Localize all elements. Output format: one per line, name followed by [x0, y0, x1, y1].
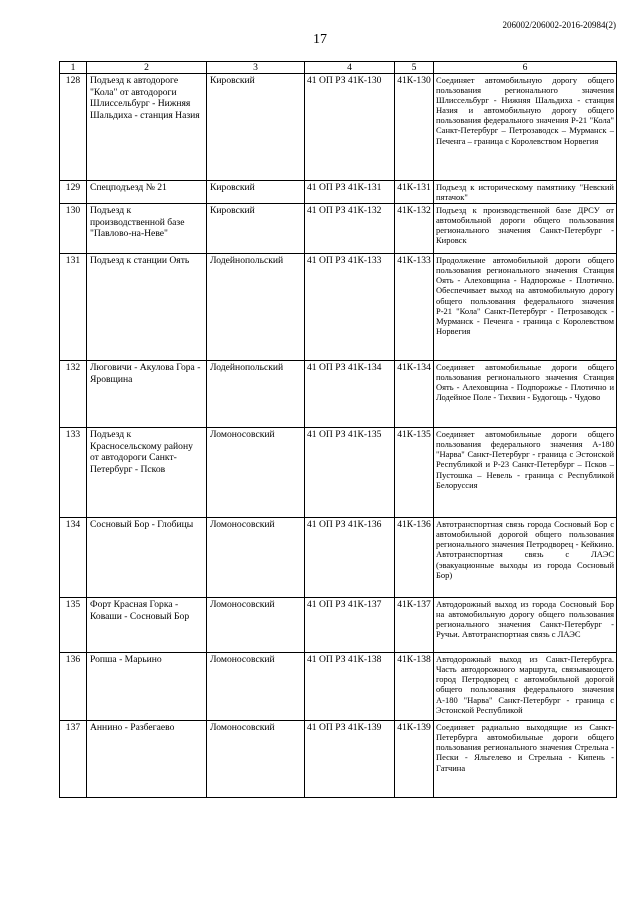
short-code: 41К-133	[395, 254, 434, 361]
table-row	[60, 361, 617, 428]
road-description: Соединяет автомобильные дороги общего пользования регионального значения Станция Оять - Алеховщина - Подпорожье - Плотично и Лодейное Поле - Тихвин - Будогощь - Чудово	[434, 361, 617, 428]
short-code: 41К-130	[395, 74, 434, 181]
table-row	[60, 204, 617, 254]
road-code: 41 ОП РЗ 41К-134	[305, 361, 395, 428]
table-row	[60, 598, 617, 653]
district: Ломоносовский	[207, 428, 305, 518]
district: Лодейнопольский	[207, 254, 305, 361]
road-name: Люговичи - Акулова Гора - Яровщина	[87, 361, 207, 428]
table-row	[60, 428, 617, 518]
column-header: 3	[207, 62, 305, 74]
road-code: 41 ОП РЗ 41К-132	[305, 204, 395, 254]
short-code: 41К-134	[395, 361, 434, 428]
district: Кировский	[207, 74, 305, 181]
row-number: 134	[60, 518, 87, 598]
road-description: Соединяет автомобильные дороги общего пользования федерального значения А-180 "Нарва" Санкт-Петербург - граница с Эстонской Республикой и Р-23 Санкт-Петербург – Псков – Пустошка – Невель - граница с Республикой Белоруссия	[434, 428, 617, 518]
row-number: 136	[60, 653, 87, 721]
roads-table	[59, 61, 617, 798]
row-number: 137	[60, 721, 87, 798]
table-row	[60, 653, 617, 721]
road-name: Подъезд к Красносельскому району от автодороги Санкт-Петербург - Псков	[87, 428, 207, 518]
row-number: 135	[60, 598, 87, 653]
short-code: 41К-138	[395, 653, 434, 721]
road-description: Подъезд к производственной базе ДРСУ от автомобильной дороги общего пользования регионального значения Санкт-Петербург - Кировск	[434, 204, 617, 254]
road-code: 41 ОП РЗ 41К-130	[305, 74, 395, 181]
road-name: Сосновый Бор - Глобицы	[87, 518, 207, 598]
row-number: 131	[60, 254, 87, 361]
short-code: 41К-139	[395, 721, 434, 798]
road-name: Подъезд к производственной базе "Павлово-на-Неве"	[87, 204, 207, 254]
road-code: 41 ОП РЗ 41К-138	[305, 653, 395, 721]
short-code: 41К-132	[395, 204, 434, 254]
road-name: Подъезд к станции Оять	[87, 254, 207, 361]
column-header: 2	[87, 62, 207, 74]
district: Ломоносовский	[207, 598, 305, 653]
table-row	[60, 254, 617, 361]
column-header: 1	[60, 62, 87, 74]
row-number: 132	[60, 361, 87, 428]
table-header-row	[60, 62, 617, 74]
road-code: 41 ОП РЗ 41К-137	[305, 598, 395, 653]
district: Лодейнопольский	[207, 361, 305, 428]
road-description: Продолжение автомобильной дороги общего пользования регионального значения Станция Оять - Алеховщина - Надпорожье - Плотично. Обеспечивает выход на автомобильную дорогу общего пользования федерального значения Р-21 "Кола" Санкт-Петербург - Петрозаводск - Мурманск - Печенга - граница с Королевством Норвегия	[434, 254, 617, 361]
short-code: 41К-137	[395, 598, 434, 653]
table-row	[60, 721, 617, 798]
district: Кировский	[207, 181, 305, 204]
column-header: 4	[305, 62, 395, 74]
short-code: 41К-131	[395, 181, 434, 204]
column-header: 6	[434, 62, 617, 74]
road-description: Автотранспортная связь города Сосновый Бор с автомобильной дорогой общего пользования регионального значения Петродворец - Кейкино. Автотранспортная связь с ЛАЭС (эвакуационные выходы из города Сосновый Бор)	[434, 518, 617, 598]
road-code: 41 ОП РЗ 41К-135	[305, 428, 395, 518]
district: Ломоносовский	[207, 653, 305, 721]
table-row	[60, 74, 617, 181]
road-name: Ропша - Марьино	[87, 653, 207, 721]
road-description: Автодорожный выход из города Сосновый Бор на автомобильную дорогу общего пользования регионального значения Санкт-Петербург - Ручьи. Автотранспортная связь с ЛАЭС	[434, 598, 617, 653]
road-name: Спецподъезд № 21	[87, 181, 207, 204]
road-code: 41 ОП РЗ 41К-133	[305, 254, 395, 361]
road-description: Соединяет радиально выходящие из Санкт-Петербурга автомобильные дороги общего пользования регионального значения Стрельна - Пески - Яльгелево и Стрельна - Кипень - Гатчина	[434, 721, 617, 798]
row-number: 133	[60, 428, 87, 518]
road-name: Аннино - Разбегаево	[87, 721, 207, 798]
district: Ломоносовский	[207, 518, 305, 598]
row-number: 130	[60, 204, 87, 254]
road-description: Соединяет автомобильную дорогу общего пользования регионального значения Шлиссельбург - Нижняя Шальдиха - станция Назия и автомобильную дорогу общего пользования федерального значения Р-21 "Кола" Санкт-Петербург – Петрозаводск – Мурманск – Печенга – граница с Королевством Норвегия	[434, 74, 617, 181]
row-number: 129	[60, 181, 87, 204]
table-row	[60, 181, 617, 204]
column-header: 5	[395, 62, 434, 74]
document-id: 206002/206002-2016-20984(2)	[502, 20, 616, 30]
page-number: 17	[313, 32, 327, 47]
road-description: Подъезд к историческому памятнику "Невский пятачок"	[434, 181, 617, 204]
road-code: 41 ОП РЗ 41К-136	[305, 518, 395, 598]
district: Кировский	[207, 204, 305, 254]
district: Ломоносовский	[207, 721, 305, 798]
road-description: Автодорожный выход из Санкт-Петербурга. Часть автодорожного маршрута, связывающего город Петродворец с автомобильной дорогой общего пользования федерального значения А-180 "Нарва" Санкт-Петербург - граница с Эстонской Республикой	[434, 653, 617, 721]
row-number: 128	[60, 74, 87, 181]
road-name: Подъезд к автодороге "Кола" от автодороги Шлиссельбург - Нижняя Шальдиха - станция Назия	[87, 74, 207, 181]
road-code: 41 ОП РЗ 41К-139	[305, 721, 395, 798]
road-code: 41 ОП РЗ 41К-131	[305, 181, 395, 204]
short-code: 41К-135	[395, 428, 434, 518]
road-name: Форт Красная Горка - Коваши - Сосновый Бор	[87, 598, 207, 653]
short-code: 41К-136	[395, 518, 434, 598]
table-row	[60, 518, 617, 598]
